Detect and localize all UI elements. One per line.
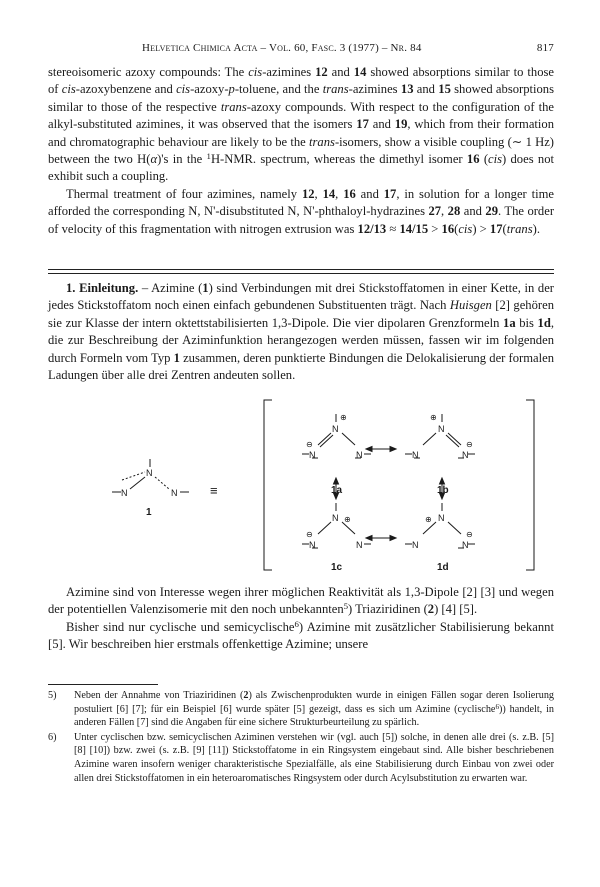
bold-run: 12/13 xyxy=(357,221,387,236)
body-paragraph-2 xyxy=(48,619,554,654)
positive-charge: ⊕ xyxy=(425,515,432,524)
text-run: ) Triaziridinen ( xyxy=(348,602,428,617)
text-run: , die zur Beschreibung der Aziminfunktion herangezogen werden müssen, fassen wir im folgenden durch Formeln vom Typ xyxy=(48,315,554,365)
atom-n: N xyxy=(356,450,363,460)
italic-run: cis xyxy=(248,65,263,79)
bold-run: 12 xyxy=(301,186,315,201)
bold-run: 14 xyxy=(353,65,367,79)
footnote-text xyxy=(74,690,554,728)
english-summary xyxy=(48,64,554,238)
text-run: ) [4] [5]. xyxy=(434,602,478,617)
footnote-5 xyxy=(48,689,554,730)
structure-label-1a: 1a xyxy=(331,485,343,496)
bold-run: 14/15 xyxy=(399,221,429,236)
text-run: )) handelt, in anderen Fällen [7] sind die Angaben für eine sichere Strukturbeurteilung zu spärlich. xyxy=(74,703,554,729)
text-run: , xyxy=(441,204,448,219)
bold-run: 17 xyxy=(356,117,369,132)
footnotes xyxy=(48,689,554,786)
footnote-6 xyxy=(48,731,554,785)
text-run: and xyxy=(368,117,395,132)
bold-run: 1. Einleitung. xyxy=(66,281,139,295)
text-run: bis xyxy=(515,315,538,330)
text-run: Thermal treatment of four azimines, namely xyxy=(66,186,302,201)
text-run: -azoxybenzene and xyxy=(75,82,177,97)
italic-run: cis xyxy=(61,82,76,97)
structure-label-1d: 1d xyxy=(437,562,449,573)
summary-paragraph-2 xyxy=(48,186,554,238)
journal-running-head: Helvetica Chimica Acta – Vol. 60, Fasc. 3 (1977) – Nr. 84 xyxy=(142,42,422,54)
text-run: ) als Zwischenprodukten wurde in einigen Fällen sogar deren Isolierung postuliert [6] [7]; für ein Beispiel [6] wurde später [5] gezeigt, dass es sich um Azimine (cyclische xyxy=(74,690,555,715)
atom-n: N xyxy=(309,450,316,460)
superscript-run: 1 xyxy=(206,151,211,162)
atom-n: N xyxy=(412,450,419,460)
atom-n: N xyxy=(438,424,445,434)
bold-run: 29 xyxy=(485,204,498,219)
introduction-paragraph xyxy=(48,280,554,384)
footnote-mark: 6) xyxy=(48,731,57,743)
text-run: Neben der Annahme von Triaziridinen ( xyxy=(74,690,244,701)
italic-run: cis xyxy=(458,221,473,236)
bold-run: 16 xyxy=(343,186,356,201)
atom-n: N xyxy=(332,424,339,434)
italic-run: trans xyxy=(220,99,247,114)
italic-run: trans xyxy=(322,82,349,97)
body-text-continued xyxy=(48,584,554,654)
text-run: [2] gehören sie zur Klasse der intern oktettstabilisierten 1,3-Dipole. Die vier dipolaren Grenzformeln xyxy=(48,298,554,330)
text-run: ) does not exhibit such a coupling. xyxy=(48,152,554,184)
text-run: ( xyxy=(454,221,459,236)
text-run: and xyxy=(460,204,486,219)
footnote-mark: 5) xyxy=(48,690,57,701)
text-run: ). xyxy=(532,221,540,236)
summary-paragraph-1 xyxy=(48,64,554,186)
footnote-rule xyxy=(48,684,158,685)
bold-run: 1 xyxy=(202,281,209,295)
bold-run: 16 xyxy=(441,221,455,236)
atom-n: N xyxy=(462,450,469,460)
text-run: , in solution for a longer time afforded the corresponding N, N'-disubstituted N, N'-phthaloyl-hydrazines xyxy=(48,186,554,219)
bold-run: 2 xyxy=(427,602,435,617)
atom-n-right: N xyxy=(171,488,178,498)
text-run: azoxy- xyxy=(194,82,229,97)
bold-run: 2 xyxy=(243,690,249,701)
body-paragraph-1 xyxy=(48,584,554,619)
text-run: , xyxy=(335,186,344,201)
atom-n-left: N xyxy=(121,488,128,498)
structure-label-1c: 1c xyxy=(331,562,343,573)
superscript-run: 6 xyxy=(495,702,500,711)
text-run: -azimines xyxy=(348,82,401,97)
negative-charge: ⊖ xyxy=(306,530,313,539)
atom-n-center: N xyxy=(146,468,153,478)
text-run: > xyxy=(428,221,442,236)
bold-run: 15 xyxy=(438,82,451,97)
text-run: ) > xyxy=(472,221,490,236)
footnote-text xyxy=(74,732,554,784)
bold-run: 1a xyxy=(503,315,516,330)
text-run: . The order of velocity of this fragmentation with nitrogen extrusion was xyxy=(48,204,555,236)
negative-charge: ⊖ xyxy=(466,440,473,449)
bold-run: 14 xyxy=(322,186,336,201)
positive-charge: ⊕ xyxy=(430,413,437,422)
text-run: ) sind Verbindungen mit drei Stickstoffatomen in einer Kette, in der jedes Stickstoffatom noch einen einfach gebundenen Substituenten trägt. Nach xyxy=(48,281,555,313)
italic-run: Huisgen xyxy=(449,298,492,313)
bold-run: 13 xyxy=(400,82,414,97)
text-run: -isomers, show a visible coupling (∼ 1 Hz) between the two H( xyxy=(48,134,555,167)
azimine-resonance-scheme xyxy=(0,392,600,578)
text-run: and xyxy=(413,82,439,97)
text-run: -azoxy compounds. With respect to the configuration of the alkyl-substituted azimines, it was observed that the isomers xyxy=(48,99,554,132)
resonance-arrows xyxy=(334,447,445,541)
introduction-section xyxy=(48,280,554,384)
bold-run: 27 xyxy=(428,204,442,219)
atom-n: N xyxy=(356,540,363,550)
italic-run: cis- xyxy=(176,82,195,97)
atom-n: N xyxy=(438,513,445,523)
text-run: zusammen, deren punktierte Bindungen die Delokalisierung der formalen Ladungen über alle drei Zentren andeuten sollen. xyxy=(48,350,554,383)
text-run: ) Azimine mit zusätzlicher Stabilisierung bekannt [5]. Wir beschreiben hier erstmals offenkettige Azimine; unsere xyxy=(48,619,554,652)
bold-run: 19 xyxy=(394,117,408,132)
superscript-run: 6 xyxy=(294,618,299,629)
bold-run: 12 xyxy=(315,65,328,79)
text-run: , xyxy=(314,186,323,201)
text-run: )'s in the xyxy=(157,152,207,167)
italic-run: p xyxy=(228,82,235,97)
section-divider-thick xyxy=(48,269,554,270)
positive-charge: ⊕ xyxy=(340,413,347,422)
negative-charge: ⊖ xyxy=(306,440,313,449)
italic-run: α xyxy=(150,152,158,167)
equivalence-symbol: ≡ xyxy=(210,483,218,498)
atom-n: N xyxy=(309,540,316,550)
atom-n: N xyxy=(332,513,339,523)
bold-run: 1d xyxy=(537,315,551,330)
structure-label-1b: 1b xyxy=(437,485,449,496)
text-run: and xyxy=(355,186,384,201)
positive-charge: ⊕ xyxy=(344,515,351,524)
text-run: Bisher sind nur cyclische und semicyclische xyxy=(66,619,295,634)
text-run: Azimine sind von Interesse wegen ihrer möglichen Reaktivität als 1,3-Dipole [2] [3] und wegen der potentiellen Valenzisomerie mit den noch unbekannten xyxy=(48,585,554,617)
text-run: ( xyxy=(502,221,507,236)
bold-run: 16 xyxy=(466,152,480,167)
compound-1-label: 1 xyxy=(146,507,152,518)
bold-run: 28 xyxy=(447,204,461,219)
text-run: – Azimine ( xyxy=(138,281,203,295)
italic-run: trans xyxy=(506,221,533,236)
negative-charge: ⊖ xyxy=(466,530,473,539)
text-run: ≈ xyxy=(386,221,400,236)
bold-run: 17 xyxy=(383,186,397,201)
section-divider-thin xyxy=(48,273,554,274)
text-run: -azimines xyxy=(262,65,316,79)
bold-run: 1 xyxy=(173,350,180,365)
text-run: ( xyxy=(479,152,489,167)
superscript-run: 5 xyxy=(343,601,349,612)
italic-run: cis xyxy=(488,152,503,167)
text-run: showed absorptions similar to those of xyxy=(48,65,554,97)
atom-n: N xyxy=(462,540,469,550)
atom-n: N xyxy=(412,540,419,550)
text-run: , which from their formation and chromatographic behaviour are likely to be the xyxy=(48,117,554,149)
italic-run: trans xyxy=(309,134,335,149)
text-run: stereoisomeric azoxy compounds: The xyxy=(48,65,249,79)
text-run: H-NMR. spectrum, whereas the dimethyl isomer xyxy=(210,152,467,167)
page-number: 817 xyxy=(536,42,554,54)
text-run: Unter cyclischen bzw. semicyclischen Aziminen verstehen wir (vgl. auch [5]) solche, in denen alle drei (s. z.B. [5] [8] [10]) bzw. zwei (s. z.B. [9] [11]) Stickstoffatome in ein Ringsystem eingebaut sind. Alle bisher beschriebenen Azimine waren insofern weniger charakteristische Spezialfälle, als eine Stabilisierung durch Einbau von zwei oder allen drei Stickstoffatomen in ein heteroaromatisches Ringsystem oder durch Acylsubstitution zu erwarten war. xyxy=(74,731,554,784)
text-run: -toluene, and the xyxy=(234,82,323,97)
text-run: showed absorptions similar to those of the respective xyxy=(48,82,554,114)
bold-run: 17 xyxy=(489,221,503,236)
text-run: and xyxy=(327,65,354,79)
